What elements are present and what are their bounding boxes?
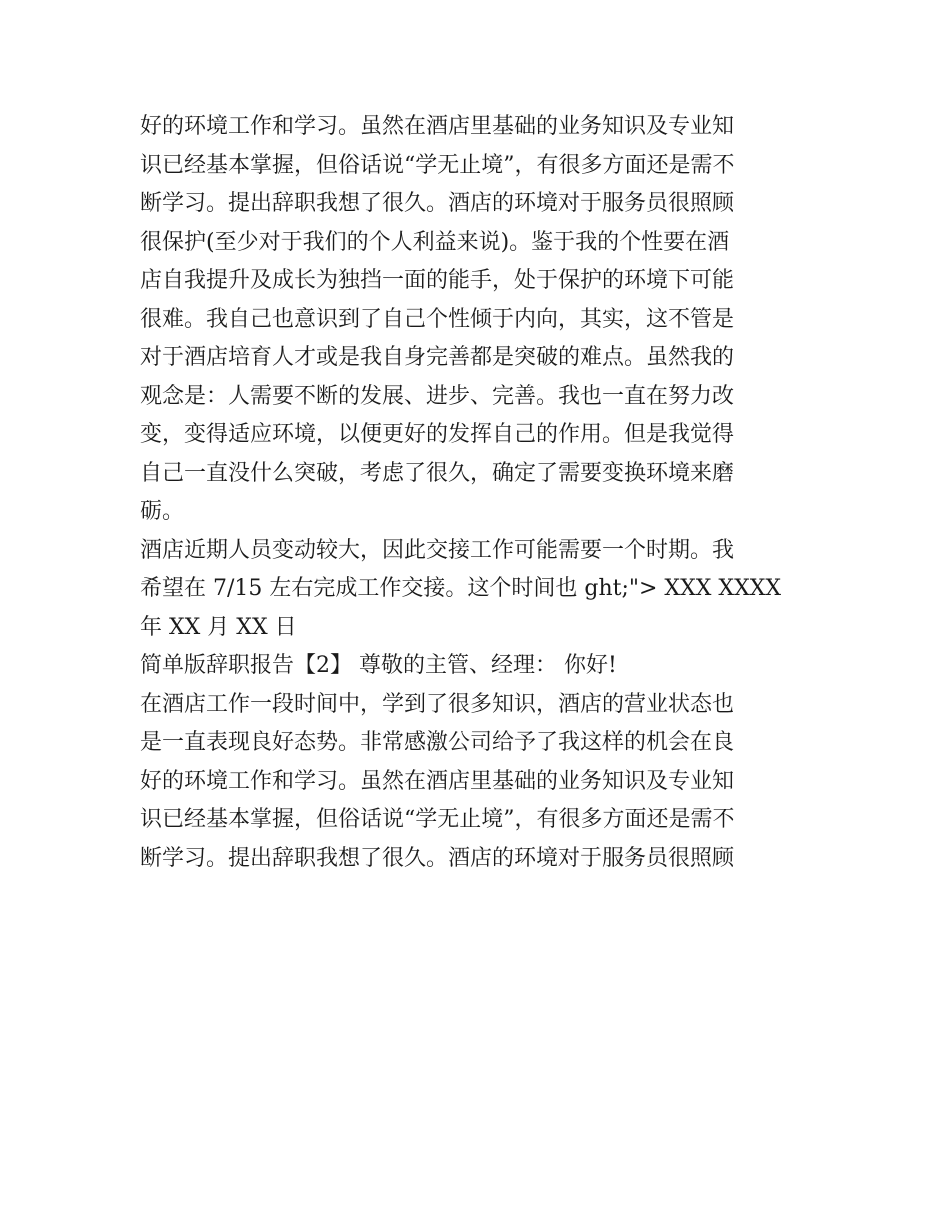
text-line-8: 观念是：人需要不断的发展、进步、完善。我也一直在努力改 xyxy=(140,383,735,409)
text-line-1: 好的环境工作和学习。虽然在酒店里基础的业务知识及专业知 xyxy=(140,114,735,139)
text-line-14: 年 XX 月 XX 日 xyxy=(140,614,297,640)
text-line-2: 识已经基本掌握，但俗话说“学无止境”，有很多方面还是需不 xyxy=(140,152,735,178)
text-line-12: 酒店近期人员变动较大，因此交接工作可能需要一个时期。我 xyxy=(140,537,735,563)
text-line-10: 自己一直没什么突破，考虑了很久，确定了需要变换环境来磨 xyxy=(140,460,735,486)
text-line-15: 简单版辞职报告【2】 尊敬的主管、经理： 你好! xyxy=(140,653,617,678)
text-line-11: 砺。 xyxy=(140,499,185,524)
text-line-13: 希望在 7/15 左右完成工作交接。这个时间也 ght;"> XXX XXXX xyxy=(140,576,782,601)
text-line-3: 断学习。提出辞职我想了很久。酒店的环境对于服务员很照顾 xyxy=(140,191,735,216)
text-line-17: 是一直表现良好态势。非常感激公司给予了我这样的机会在良 xyxy=(140,730,735,755)
text-line-4: 很保护(至少对于我们的个人利益来说)。鉴于我的个性要在酒 xyxy=(140,229,730,255)
document-body xyxy=(140,108,812,878)
text-line-19: 识已经基本掌握，但俗话说“学无止境”，有很多方面还是需不 xyxy=(140,807,735,832)
text-line-5: 店自我提升及成长为独挡一面的能手，处于保护的环境下可能 xyxy=(140,268,735,293)
text-line-7: 对于酒店培育人才或是我自身完善都是突破的难点。虽然我的 xyxy=(140,345,735,370)
text-line-16: 在酒店工作一段时间中，学到了很多知识，酒店的营业状态也 xyxy=(140,691,735,717)
text-line-6: 很难。我自己也意识到了自己个性倾于内向，其实，这不管是 xyxy=(140,306,735,332)
text-line-20: 断学习。提出辞职我想了很久。酒店的环境对于服务员很照顾 xyxy=(140,845,735,871)
text-line-18: 好的环境工作和学习。虽然在酒店里基础的业务知识及专业知 xyxy=(140,768,735,794)
text-line-9: 变，变得适应环境，以便更好的发挥自己的作用。但是我觉得 xyxy=(140,422,735,447)
